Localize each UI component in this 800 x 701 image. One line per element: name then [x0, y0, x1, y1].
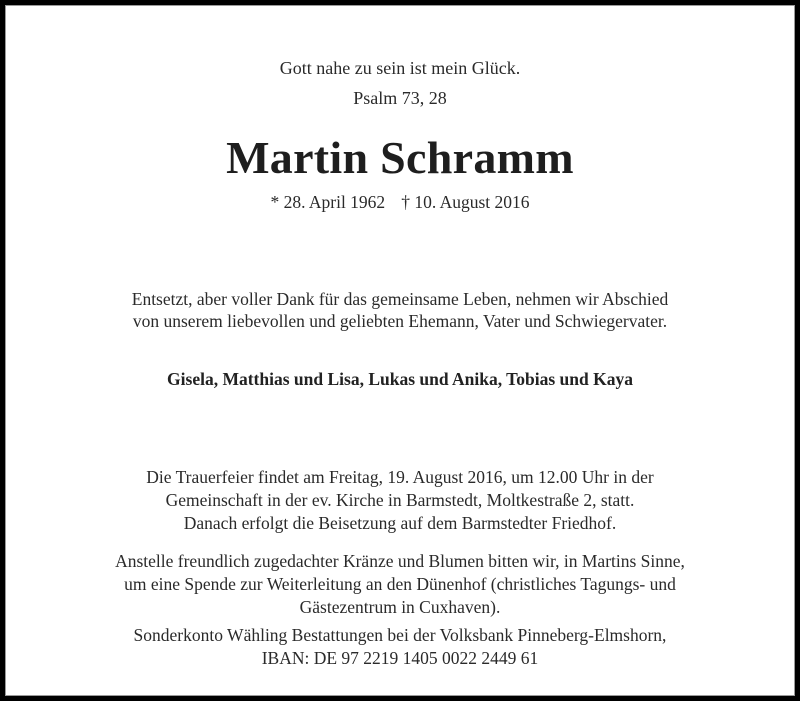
- birth-date: * 28. April 1962: [270, 192, 386, 212]
- message-line: von unserem liebevollen und geliebten Ehemann, Vater und Schwiegervater.: [132, 311, 668, 331]
- donation-line: Anstelle freundlich zugedachter Kränze und Blumen bitten wir, in Martins Sinne,: [115, 551, 685, 571]
- motto-quote: Gott nahe zu sein ist mein Glück.: [279, 58, 521, 78]
- donation-line: Gästezentrum in Cuxhaven).: [299, 597, 501, 617]
- life-dates: [6, 192, 794, 213]
- deceased-name: Martin Schramm: [226, 132, 574, 183]
- bank-line: Sonderkonto Wähling Bestattungen bei der Volksbank Pinneberg-Elmshorn,: [133, 625, 667, 645]
- motto-reference: Psalm 73, 28: [353, 88, 447, 108]
- ceremony-line: Die Trauerfeier findet am Freitag, 19. August 2016, um 12.00 Uhr in der: [146, 467, 654, 487]
- donation-line: um eine Spende zur Weiterleitung an den Dünenhof (christliches Tagungs- und: [124, 574, 676, 594]
- ceremony-line: Gemeinschaft in der ev. Kirche in Barmstedt, Moltkestraße 2, statt.: [165, 490, 635, 510]
- family-signature: Gisela, Matthias und Lisa, Lukas und Anika, Tobias und Kaya: [167, 369, 633, 389]
- death-date: † 10. August 2016: [401, 192, 530, 212]
- obituary-notice: [5, 5, 795, 696]
- message-line: Entsetzt, aber voller Dank für das gemeinsame Leben, nehmen wir Abschied: [131, 289, 669, 309]
- ceremony-line: Danach erfolgt die Beisetzung auf dem Barmstedter Friedhof.: [183, 513, 617, 533]
- iban-line: IBAN: DE 97 2219 1405 0022 2449 61: [261, 648, 539, 668]
